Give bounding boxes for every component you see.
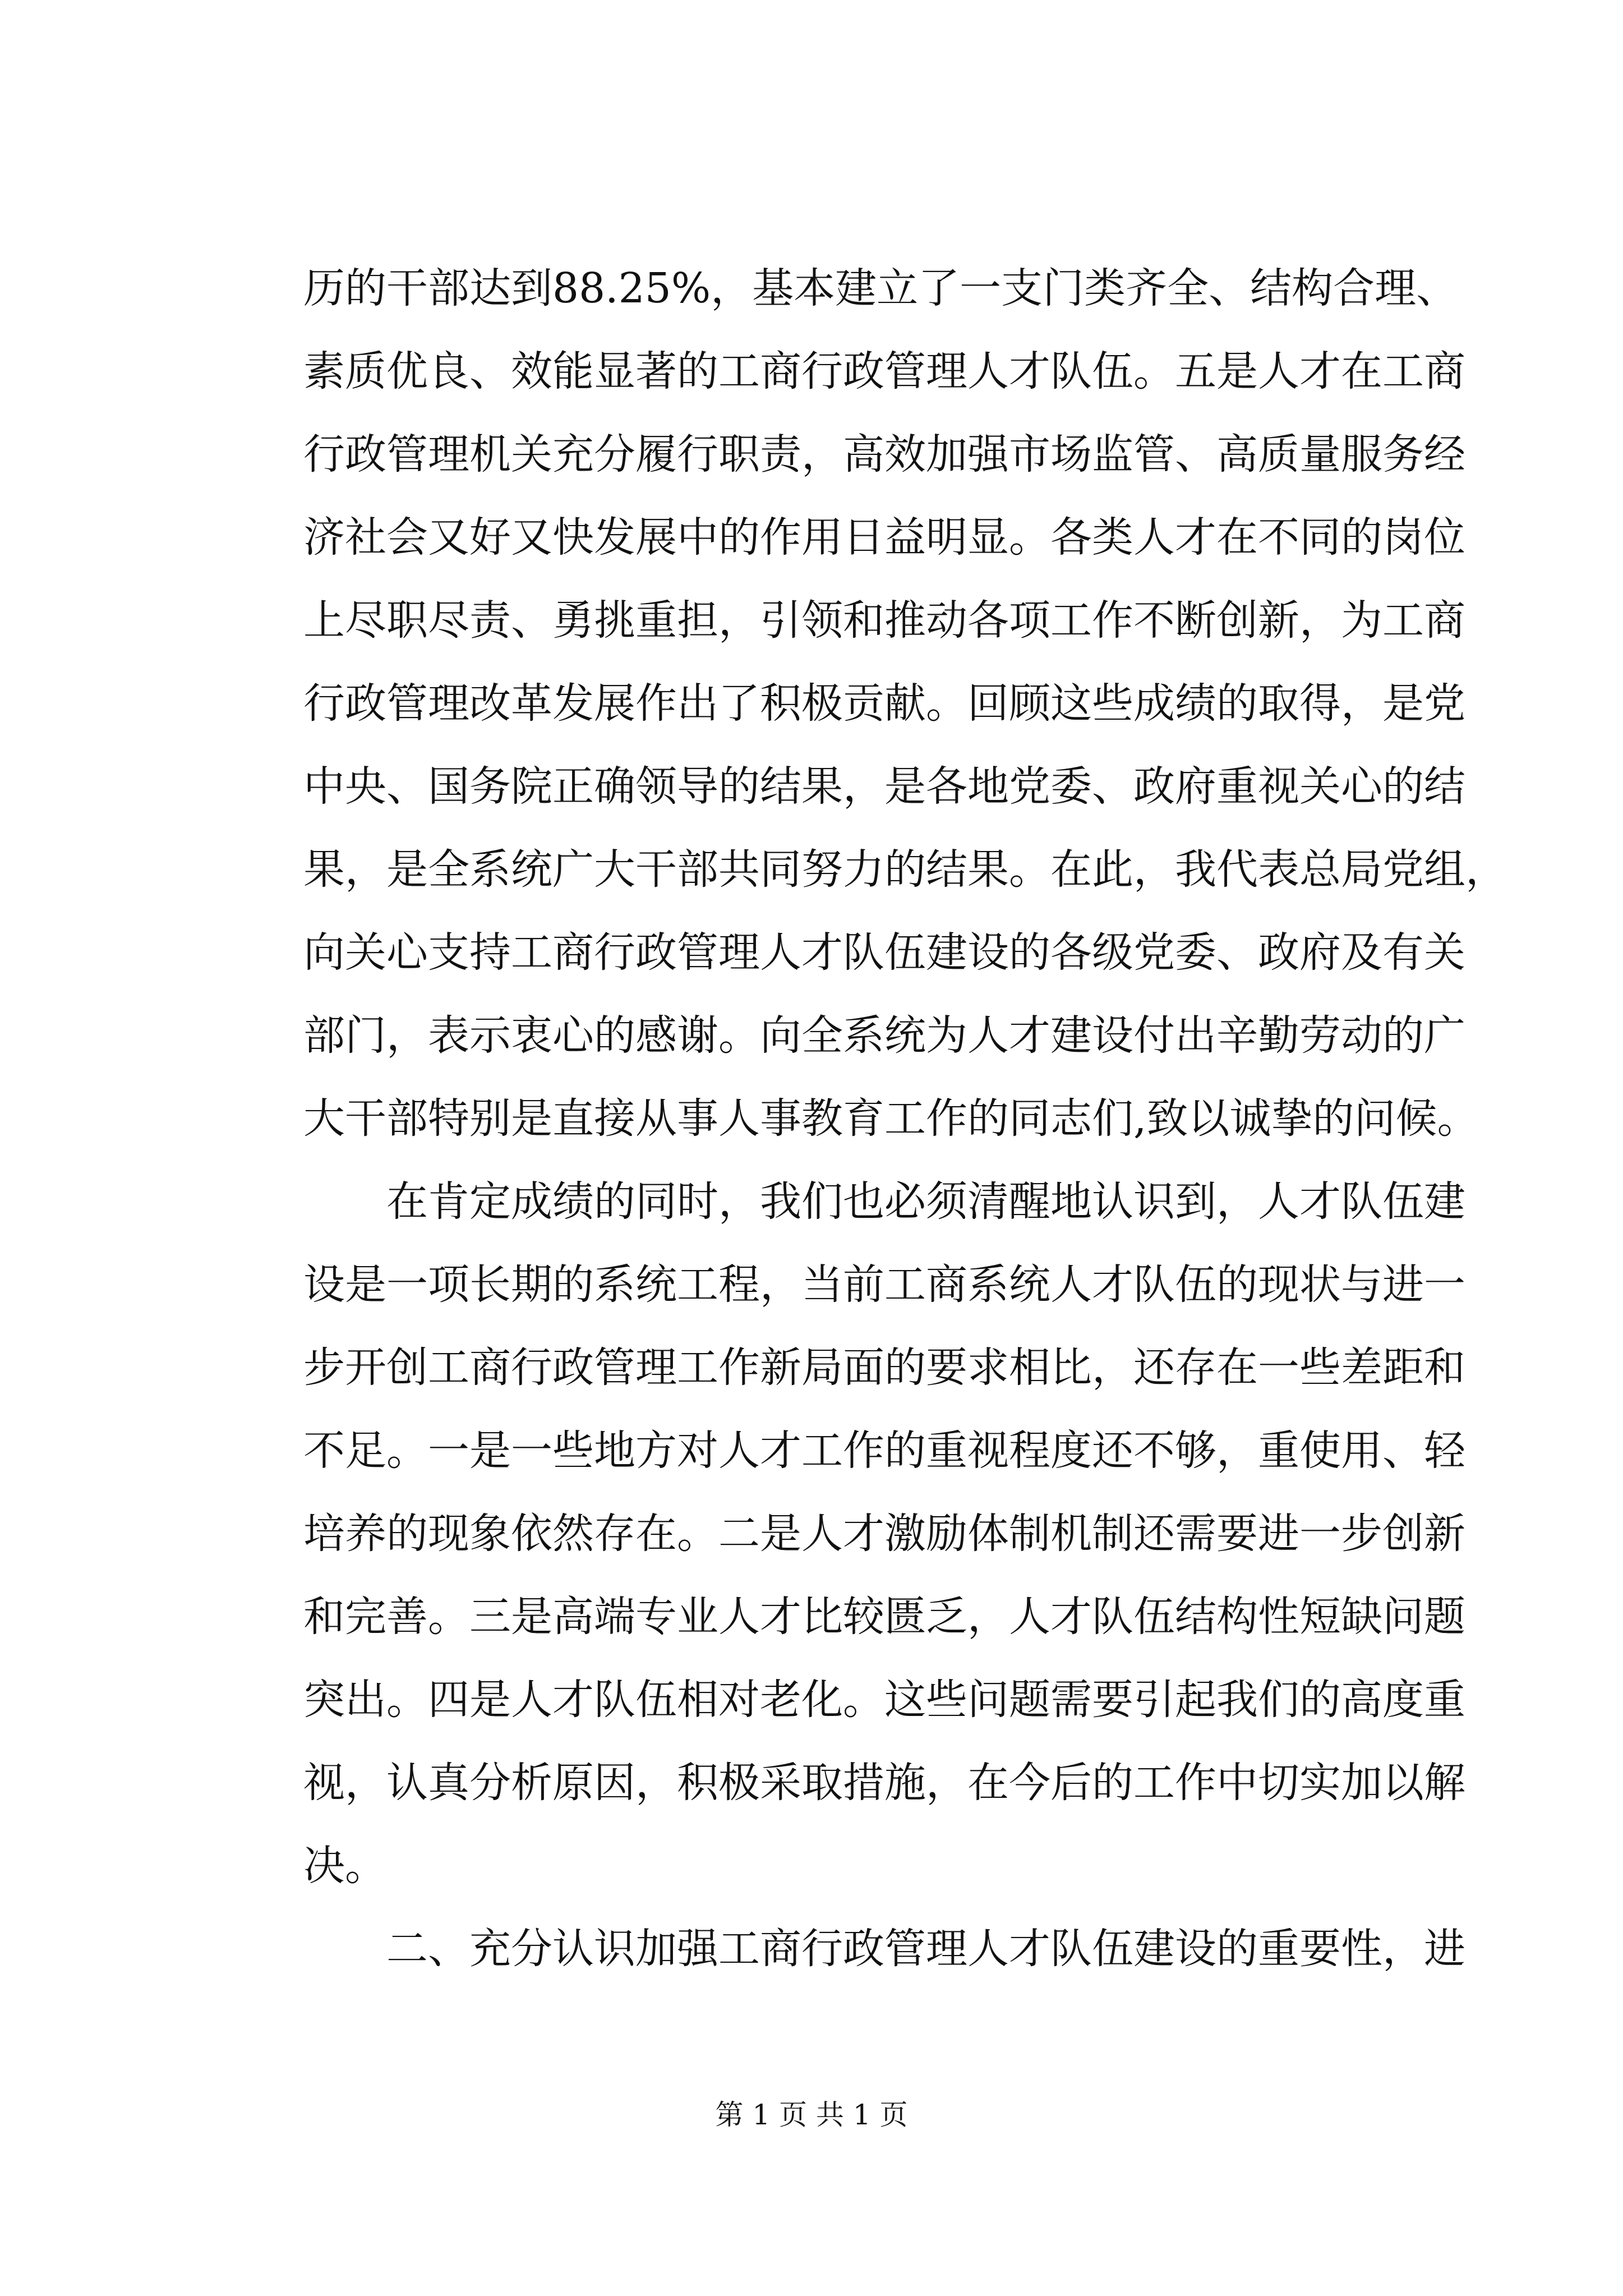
text-line: 行政管理改革发展作出了积极贡献。回顾这些成绩的取得，是党 bbox=[303, 679, 1465, 728]
text-line: 部门，表示衷心的感谢。向全系统为人才建设付出辛勤劳动的广 bbox=[303, 1011, 1465, 1060]
text-line: 视，认真分析原因，积极采取措施，在今后的工作中切实加以解 bbox=[303, 1759, 1465, 1807]
text-line: 历的干部达到88.25%，基本建立了一支门类齐全、结构合理、 bbox=[303, 264, 1458, 312]
text-line: 大干部特别是直接从事人事教育工作的同志们,致以诚挚的问候。 bbox=[303, 1094, 1479, 1143]
text-line: 济社会又好又快发展中的作用日益明显。各类人才在不同的岗位 bbox=[303, 513, 1465, 562]
text-line: 在肯定成绩的同时，我们也必须清醒地认识到，人才队伍建 bbox=[303, 1177, 1465, 1226]
page-footer: 第 1 页 共 1 页 bbox=[715, 2099, 908, 2131]
text-line: 培养的现象依然存在。二是人才激励体制机制还需要进一步创新 bbox=[303, 1510, 1465, 1558]
text-line: 中央、国务院正确领导的结果，是各地党委、政府重视关心的结 bbox=[303, 762, 1465, 811]
text-line: 果，是全系统广大干部共同努力的结果。在此，我代表总局党组， bbox=[303, 845, 1507, 894]
text-line: 突出。四是人才队伍相对老化。这些问题需要引起我们的高度重 bbox=[303, 1676, 1465, 1724]
text-line: 上尽职尽责、勇挑重担，引领和推动各项工作不断创新，为工商 bbox=[303, 596, 1465, 645]
text-line: 步开创工商行政管理工作新局面的要求相比，还存在一些差距和 bbox=[303, 1343, 1465, 1392]
text-line: 素质优良、效能显著的工商行政管理人才队伍。五是人才在工商 bbox=[303, 347, 1465, 395]
text-line: 向关心支持工商行政管理人才队伍建设的各级党委、政府及有关 bbox=[303, 928, 1465, 977]
text-line: 和完善。三是高端专业人才比较匮乏，人才队伍结构性短缺问题 bbox=[303, 1593, 1465, 1641]
text-line: 不足。一是一些地方对人才工作的重视程度还不够，重使用、轻 bbox=[303, 1427, 1465, 1475]
text-line: 设是一项长期的系统工程，当前工商系统人才队伍的现状与进一 bbox=[303, 1260, 1465, 1309]
text-line: 二、充分认识加强工商行政管理人才队伍建设的重要性，进 bbox=[303, 1925, 1465, 1973]
text-line: 决。 bbox=[303, 1842, 386, 1890]
text-line: 行政管理机关充分履行职责，高效加强市场监管、高质量服务经 bbox=[303, 430, 1465, 478]
body-text bbox=[303, 247, 1507, 1990]
